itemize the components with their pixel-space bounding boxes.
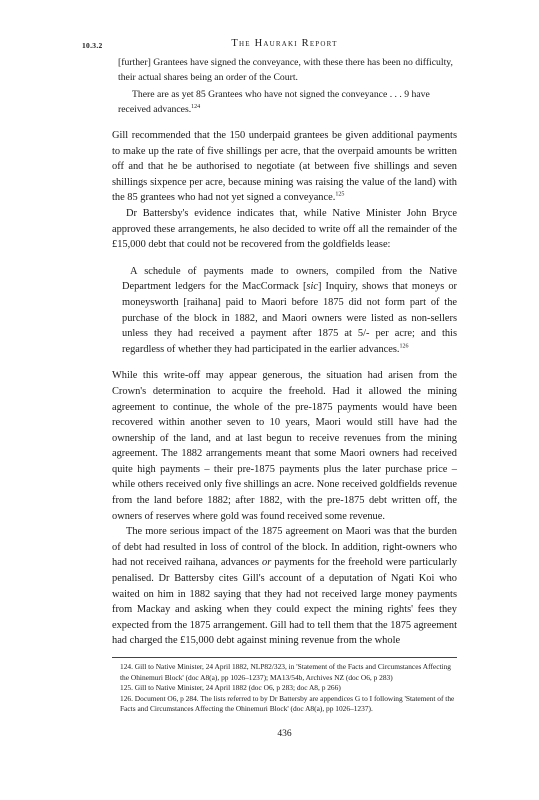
quote-line-2-text: There are as yet 85 Grantees who have not signed the conveyance . . . 9 have received advances. <box>118 89 430 115</box>
footnote-divider <box>112 657 457 658</box>
paragraph-1 <box>112 128 457 206</box>
block-quote-text <box>122 264 457 358</box>
paragraph-2: Dr Battersby's evidence indicates that, while Native Minister John Bryce approved these arrangements, he also decided to write off all the remainder of the £15,000 debt that could not be recovered from the goldfields lease: <box>112 207 457 251</box>
block-quote-part-a: A schedule of payments made to owners, compiled from the Native Department ledgers for the MacCormack [ <box>122 265 457 293</box>
footnote-126: 126. Document O6, p 284. The lists referred to by Dr Battersby are appendices G to I following 'Statement of the Facts and Circumstances Affecting the Ohinemuri Block' (doc A8(a), pp 1026–1237). <box>120 693 455 714</box>
footnote-125: 125. Gill to Native Minister, 24 April 1882 (doc O6, p 283; doc A8, p 266) <box>120 683 341 693</box>
block-quote <box>122 264 457 358</box>
footnote-124: 124. Gill to Native Minister, 24 April 1882, NLP82/323, in 'Statement of the Facts and Circumstances Affecting the Ohinemuri Block' (doc A8(a), pp 1026–1237); MA13/54b, Archives NZ (doc O6, p 283) <box>120 662 451 682</box>
footnotes <box>112 662 457 715</box>
or-italic: or <box>262 557 272 569</box>
paragraph-4-part-a: The more serious impact of the 1875 agreement on Maori was that the burden of debt had resulted in loss of control of the block. In addition, right-owners who had not received raihana, advances <box>112 526 457 569</box>
paragraph-4-part-b: payments for the freehold were particularly penalised. Dr Battersby cites Gill's account of a deputation of Ngati Koi who waited on him in 1882 saying that they had not received large money payments from Mackay and asking when they could expect the mining rights' fees they expected from the 1875 arrangement. Gill had to tell them that the 1875 agreement had charged the £15,000 debt against mining revenue from the whole <box>112 557 457 647</box>
sic-italic: sic <box>306 281 318 293</box>
page-number: 436 <box>277 728 292 739</box>
main-text <box>112 128 457 649</box>
running-head: The Hauraki Report <box>231 38 338 49</box>
paragraph-1-text: Gill recommended that the 150 underpaid grantees be given additional payments to make up the rate of five shillings per acre, that the overpaid amounts be written off and that he be authorised to negotiate (at between five shillings and seven shillings sixpence per acre, because mining was raising the value of the land) with the 85 grantees who had not yet signed a conveyance. <box>112 130 457 204</box>
paragraph-3: While this write-off may appear generous, the situation had arisen from the Crown's determination to acquire the freehold. Had it allowed the mining agreement to continue, the whole of the pre-1875 payments would have been recovered within another seven to 10 years, Maori would still have had the ownership of the land, and at last begun to receive revenues from the mining agreement. The 1882 arrangements meant that some Maori owners had received quite high payments – their pre-1875 payments plus the later purchase price – while others received only five shillings an acre. None received goldfields revenue from the land before 1882; after 1882, with the pre-1875 debt written off, the owners of reserves where gold was found received some revenue. <box>112 370 457 522</box>
paragraph-4 <box>112 524 457 649</box>
block-quote-part-b: ] Inquiry, shows that moneys or moneysworth [raihana] paid to Maori before 1875 did not form part of the purchase of the block in 1882, and Maori owners were listed as non-sellers unless they had received a payment after 1875 at 5/- per acre; and this regardless of whether they had participated in the earlier advances. <box>122 281 457 355</box>
footnote-ref-126[interactable]: 126 <box>399 343 409 350</box>
quote-continuation <box>112 55 457 117</box>
section-number: 10.3.2 <box>82 41 103 50</box>
footnote-ref-124[interactable]: 124 <box>191 103 201 110</box>
page-body <box>112 38 457 739</box>
quote-line-1: [further] Grantees have signed the conveyance, with these there has been no difficulty, their actual shares being an order of the Court. <box>118 57 453 83</box>
quote-line-2 <box>118 87 457 117</box>
footnote-ref-125[interactable]: 125 <box>335 191 345 198</box>
